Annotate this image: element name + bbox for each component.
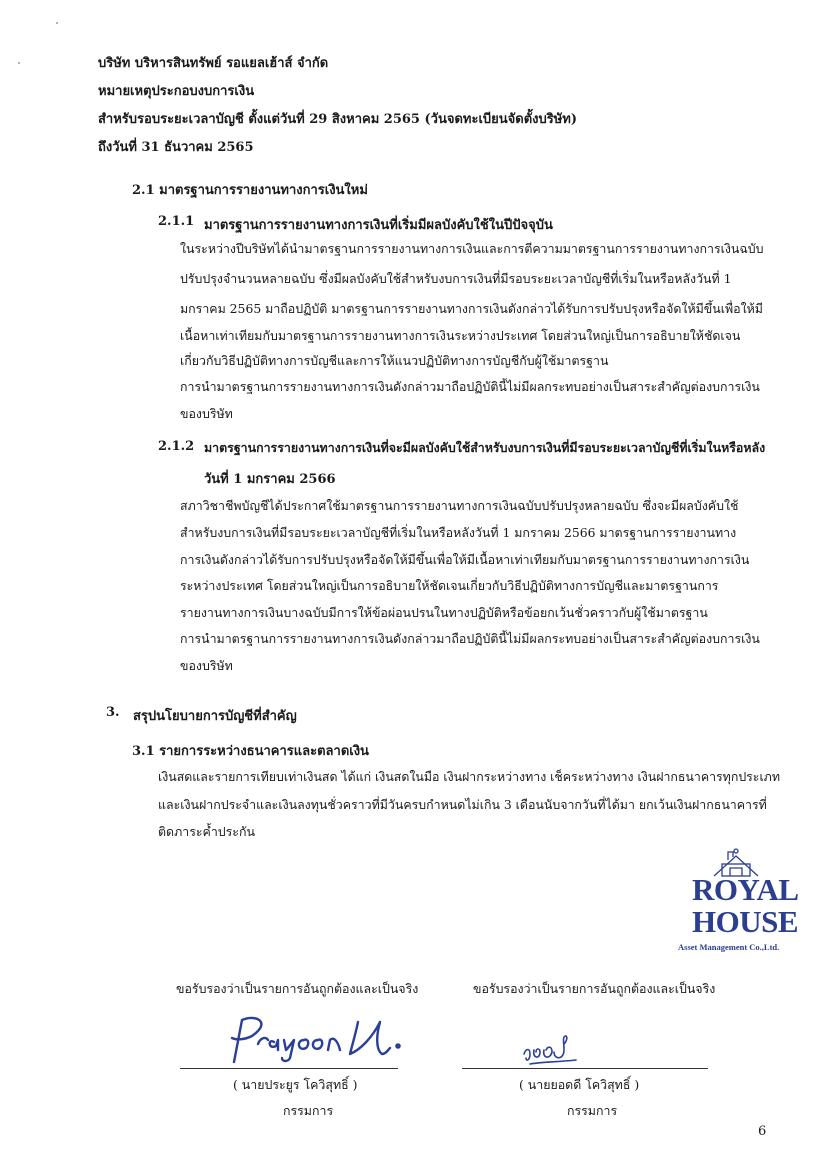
document-title: หมายเหตุประกอบงบการเงิน [98, 84, 255, 99]
paragraph-line: ของบริษัท [180, 406, 233, 421]
signatory-name-left: ( นายประยูร โควิสุทธิ์ ) [233, 1077, 358, 1092]
paragraph-line: เกี่ยวกับวิธีปฏิบัติทางการบัญชีและการให้แนวปฏิบัติทางการบัญชีกับผู้ใช้มาตรฐาน [180, 353, 609, 368]
paragraph-line: การนำมาตรฐานการรายงานทางการเงินดังกล่าวมาถือปฏิบัตินี้ไม่มีผลกระทบอย่างเป็นสาระสำคัญต่องบการเงิน [180, 379, 760, 394]
section-3-1-title: 3.1 รายการระหว่างธนาคารและตลาดเงิน [132, 744, 369, 759]
signature-right [522, 1032, 582, 1066]
paragraph-line: ระหว่างประเทศ โดยส่วนใหญ่เป็นการอธิบายให้ชัดเจนเกี่ยวกับวิธีปฏิบัติทางการบัญชีและมาตรฐานการ [180, 578, 719, 593]
section-2-1-2-title: มาตรฐานการรายงานทางการเงินที่จะมีผลบังคับใช้สำหรับงบการเงินที่มีรอบระยะเวลาบัญชีที่เริ่มในหรือหลัง [204, 440, 766, 455]
scan-speck [18, 62, 20, 64]
signature-line-right [462, 1068, 708, 1069]
paragraph-line: การนำมาตรฐานการรายงานทางการเงินดังกล่าวมาถือปฏิบัตินี้ไม่มีผลกระทบอย่างเป็นสาระสำคัญต่องบการเงิน [180, 631, 760, 646]
signature-line-left [180, 1068, 398, 1069]
paragraph-line: รายงานทางการเงินบางฉบับมีการให้ข้อผ่อนปรนในทางปฏิบัติหรือข้อยกเว้นชั่วคราวกับผู้ใช้มาตรฐาน [180, 605, 708, 620]
company-logo [678, 848, 798, 954]
paragraph-line: เงินสดและรายการเทียบเท่าเงินสด ได้แก่ เงินสดในมือ เงินฝากระหว่างทาง เช็คระหว่างทาง เงินฝากธนาคารทุกประเภท [158, 769, 780, 784]
section-2-1-1-number: 2.1.1 [158, 214, 195, 229]
paragraph-line: การเงินดังกล่าวได้รับการปรับปรุงหรือจัดให้มีขึ้นเพื่อให้มีเนื้อหาเท่าเทียมกับมาตรฐานการรายงานทางการเงิน [180, 552, 750, 567]
paragraph-line: ปรับปรุงจำนวนหลายฉบับ ซึ่งมีผลบังคับใช้สำหรับงบการเงินที่มีรอบระยะเวลาบัญชีที่เริ่มในหรือหลังวันที่ 1 [180, 271, 732, 286]
section-2-1-1-title: มาตรฐานการรายงานทางการเงินที่เริ่มมีผลบังคับใช้ในปีปัจจุบัน [204, 218, 553, 233]
section-2-1-2-number: 2.1.2 [158, 439, 195, 454]
logo-royal: ROYAL [692, 872, 799, 907]
paragraph-line: ติดภาระค้ำประกัน [158, 824, 255, 839]
company-name: บริษัท บริหารสินทรัพย์ รอแยลเฮ้าส์ จำกัด [98, 56, 329, 71]
paragraph-line: และเงินฝากประจำและเงินลงทุนชั่วคราวที่มีวันครบกำหนดไม่เกิน 3 เดือนนับจากวันที่ได้มา ยกเว้นเงินฝากธนาคารที่ [158, 797, 767, 812]
paragraph-line: ของบริษัท [180, 658, 233, 673]
signatory-name-right: ( นายยอดดี โควิสุทธิ์ ) [519, 1077, 640, 1092]
scan-speck [56, 22, 58, 24]
section-3-number: 3. [106, 705, 120, 720]
section-2-1-2-title-cont: วันที่ 1 มกราคม 2566 [204, 472, 336, 487]
period-line: สำหรับรอบระยะเวลาบัญชี ตั้งแต่วันที่ 29 สิงหาคม 2565 (วันจดทะเบียนจัดตั้งบริษัท) [98, 112, 578, 127]
logo-tagline: Asset Management Co.,Ltd. [678, 942, 780, 952]
section-3-title: สรุปนโยบายการบัญชีที่สำคัญ [133, 709, 297, 724]
paragraph-line: มกราคม 2565 มาถือปฏิบัติ มาตรฐานการรายงานทางการเงินดังกล่าวได้รับการปรับปรุงหรือจัดให้มีขึ้นเพื่อให้มี [180, 301, 763, 316]
certification-statement-left: ขอรับรองว่าเป็นรายการอันถูกต้องและเป็นจริง [176, 981, 419, 996]
section-2-1-title: 2.1 มาตรฐานการรายงานทางการเงินใหม่ [132, 183, 368, 198]
logo-house: HOUSE [692, 904, 799, 939]
certification-statement-right: ขอรับรองว่าเป็นรายการอันถูกต้องและเป็นจริง [473, 981, 716, 996]
paragraph-line: เนื้อหาเท่าเทียมกับมาตรฐานการรายงานทางการเงินระหว่างประเทศ โดยส่วนใหญ่เป็นการอธิบายให้ชัดเจน [180, 328, 741, 343]
paragraph-line: ในระหว่างปีบริษัทได้นำมาตรฐานการรายงานทางการเงินและการตีความมาตรฐานการรายงานทางการเงินฉบับ [180, 241, 764, 256]
paragraph-line: สำหรับงบการเงินที่มีรอบระยะเวลาบัญชีที่เริ่มในหรือหลังวันที่ 1 มกราคม 2566 มาตรฐานการรายงานทาง [180, 525, 737, 540]
signature-left [220, 1012, 410, 1064]
signatory-position-right: กรรมการ [567, 1103, 618, 1118]
period-end-line: ถึงวันที่ 31 ธันวาคม 2565 [98, 140, 254, 155]
signatory-position-left: กรรมการ [283, 1103, 334, 1118]
page-number: 6 [758, 1124, 767, 1139]
paragraph-line: สภาวิชาชีพบัญชีได้ประกาศใช้มาตรฐานการรายงานทางการเงินฉบับปรับปรุงหลายฉบับ ซึ่งจะมีผลบังคับใช้ [180, 498, 739, 513]
